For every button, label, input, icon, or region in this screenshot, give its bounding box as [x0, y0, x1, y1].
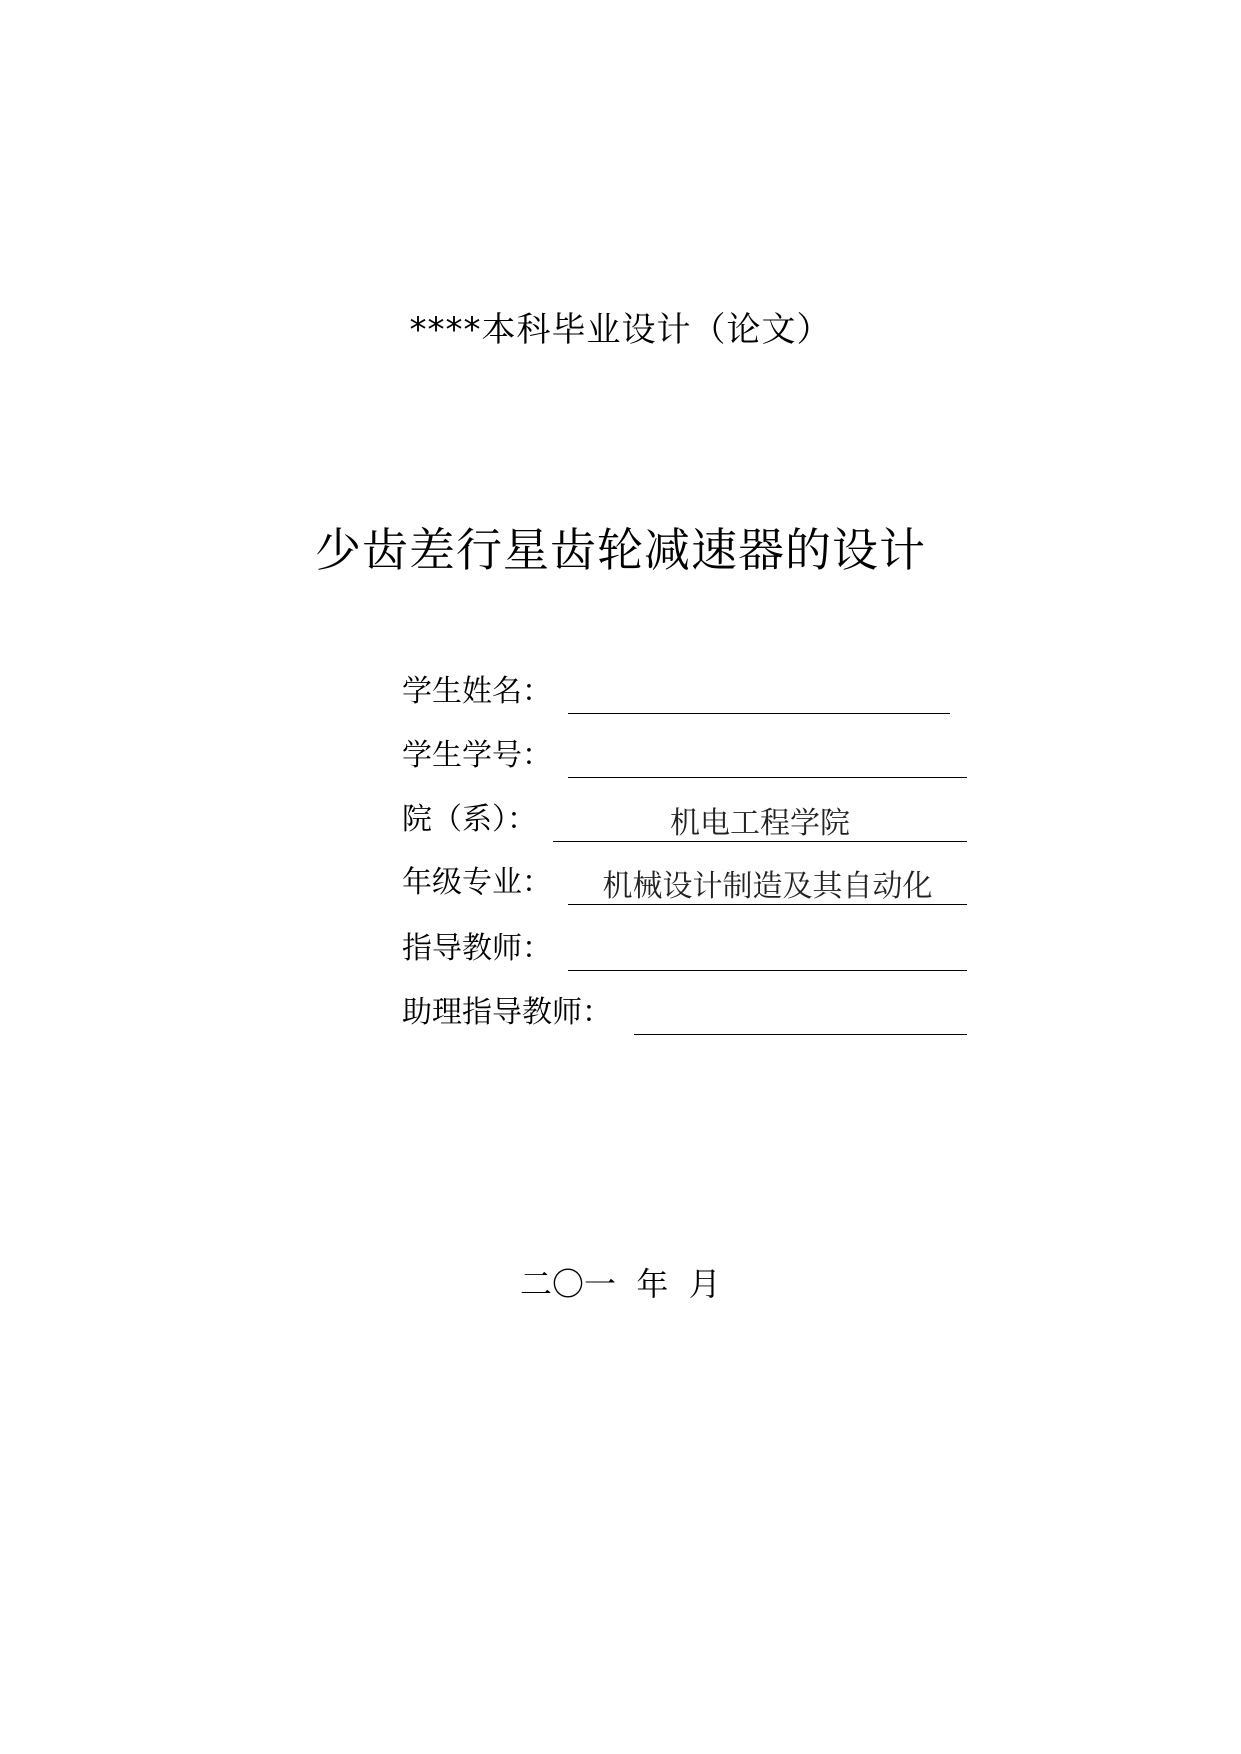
- advisor-label: 指导教师：: [402, 931, 552, 966]
- student-id-field: [402, 732, 962, 778]
- department-value: 机电工程学院: [553, 807, 967, 842]
- grade-major-field: [402, 859, 962, 905]
- assistant-advisor-field: [402, 989, 962, 1035]
- submission-date: 二〇一 年 月: [520, 1265, 721, 1303]
- advisor-value: [568, 936, 967, 971]
- student-id-value: [568, 743, 967, 778]
- student-name-value: [568, 679, 950, 714]
- student-name-label: 学生姓名：: [402, 674, 552, 709]
- university-thesis-heading: ****本科毕业设计（论文）: [409, 310, 832, 350]
- assistant-advisor-label: 助理指导教师：: [402, 995, 612, 1030]
- student-id-label: 学生学号：: [402, 738, 552, 773]
- student-name-field: [402, 668, 962, 714]
- department-field: [402, 796, 962, 842]
- advisor-field: [402, 925, 962, 971]
- assistant-advisor-value: [634, 1000, 967, 1035]
- department-label: 院（系）：: [402, 802, 537, 837]
- thesis-title: 少齿差行星齿轮减速器的设计: [315, 523, 926, 577]
- grade-major-value: 机械设计制造及其自动化: [568, 870, 967, 905]
- grade-major-label: 年级专业：: [402, 865, 552, 900]
